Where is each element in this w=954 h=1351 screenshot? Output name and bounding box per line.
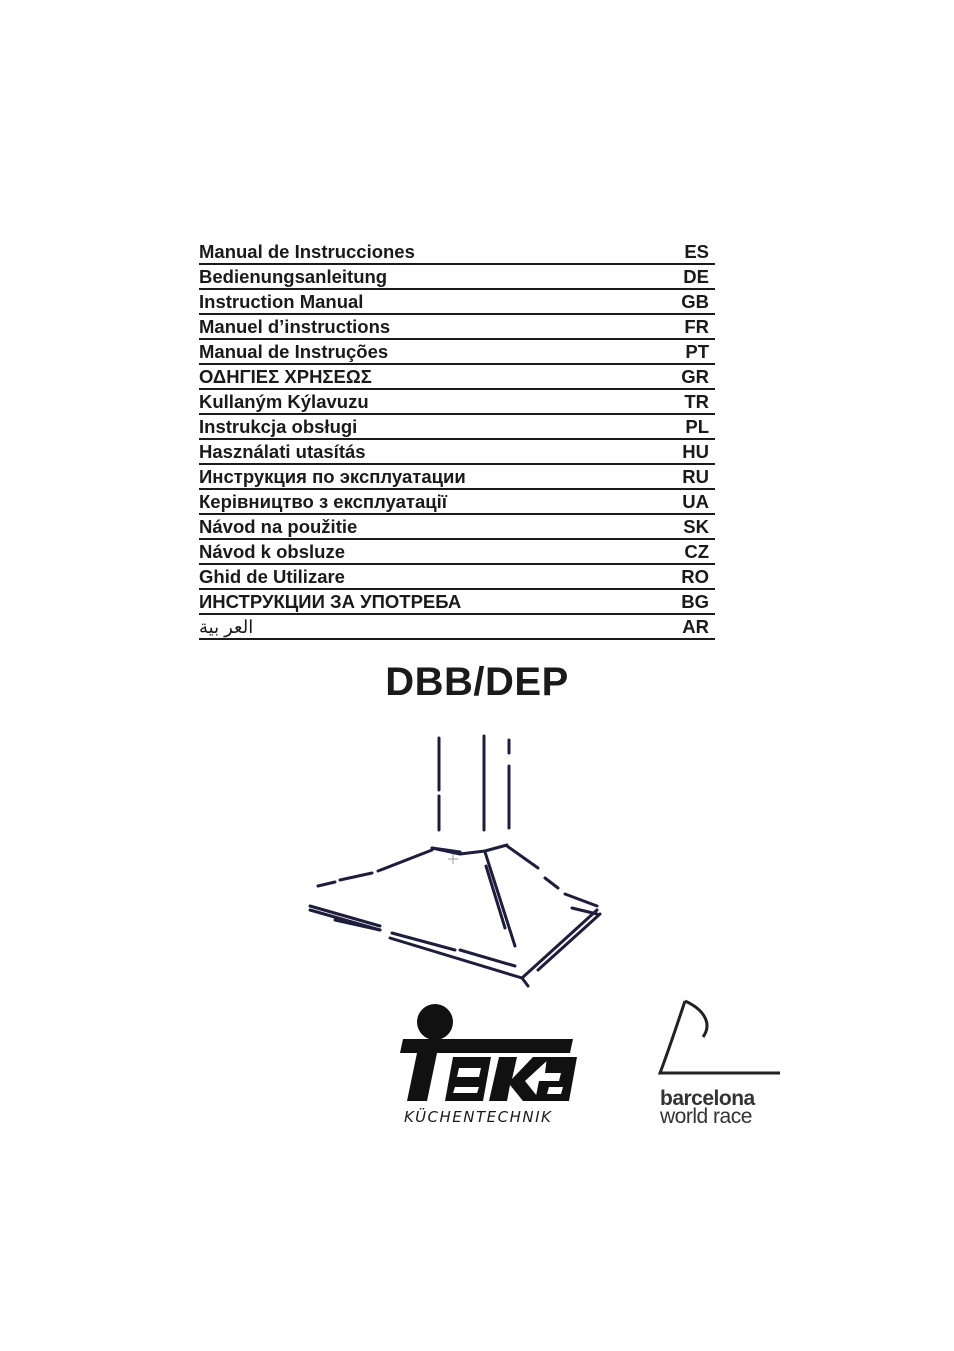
manual-row-hu [199,440,715,465]
manual-title: Návod k obsluze [199,541,345,562]
manual-title: Instruction Manual [199,291,364,312]
barcelona-world-race-logo [655,995,785,1085]
manual-title: العر بية [199,617,254,637]
language-code: AR [682,616,709,637]
manual-row-ar [199,615,715,640]
manual-row-gb [199,290,715,315]
manual-title: Instrukcja obsługi [199,416,358,437]
language-code: CZ [684,541,709,562]
manual-title: Инструкция по эксплуатации [199,466,466,487]
manual-title: Керівництво з експлуатації [199,491,447,512]
sponsor-line-1: barcelona [660,1087,755,1110]
manual-row-cz [199,540,715,565]
language-code: HU [682,441,709,462]
manual-language-list [199,240,715,640]
manual-row-ru [199,465,715,490]
manual-row-bg [199,590,715,615]
manual-row-pt [199,340,715,365]
manual-title: ΟΔΗΓΙΕΣ ΧΡΗΣΕΩΣ [199,366,372,387]
manual-row-fr [199,315,715,340]
manual-title: ИНСТРУКЦИИ ЗА УПОТРЕБА [199,591,462,612]
chimney-hood-illustration [300,728,610,990]
manual-row-es [199,240,715,265]
language-code: FR [684,316,709,337]
language-code: GR [681,366,709,387]
manual-row-de [199,265,715,290]
manual-row-tr [199,390,715,415]
manual-title: Manuel d’instructions [199,316,391,337]
manual-title: Kullaným Kýlavuzu [199,391,369,412]
manual-row-sk [199,515,715,540]
language-code: TR [684,391,709,412]
language-code: ES [684,241,709,262]
language-code: GB [681,291,709,312]
language-code: BG [681,591,709,612]
language-code: RU [682,466,709,487]
language-code: RO [681,566,709,587]
manual-title: Návod na použitie [199,516,358,537]
language-code: DE [683,266,709,287]
manual-title: Használati utasítás [199,441,366,462]
language-code: PT [685,341,709,362]
manual-title: Bedienungsanleitung [199,266,388,287]
manual-row-gr [199,365,715,390]
manual-row-pl [199,415,715,440]
sponsor-line-2: world race [660,1105,752,1128]
language-code: UA [682,491,709,512]
teka-subtitle: KÜCHENTECHNIK [404,1108,553,1126]
model-title: DBB/DEP [385,660,569,704]
manual-row-ua [199,490,715,515]
language-code: SK [683,516,709,537]
manual-title: Ghid de Utilizare [199,566,345,587]
language-code: PL [685,416,709,437]
manual-title: Manual de Instrucciones [199,241,415,262]
manual-title: Manual de Instruções [199,341,389,362]
manual-row-ro [199,565,715,590]
